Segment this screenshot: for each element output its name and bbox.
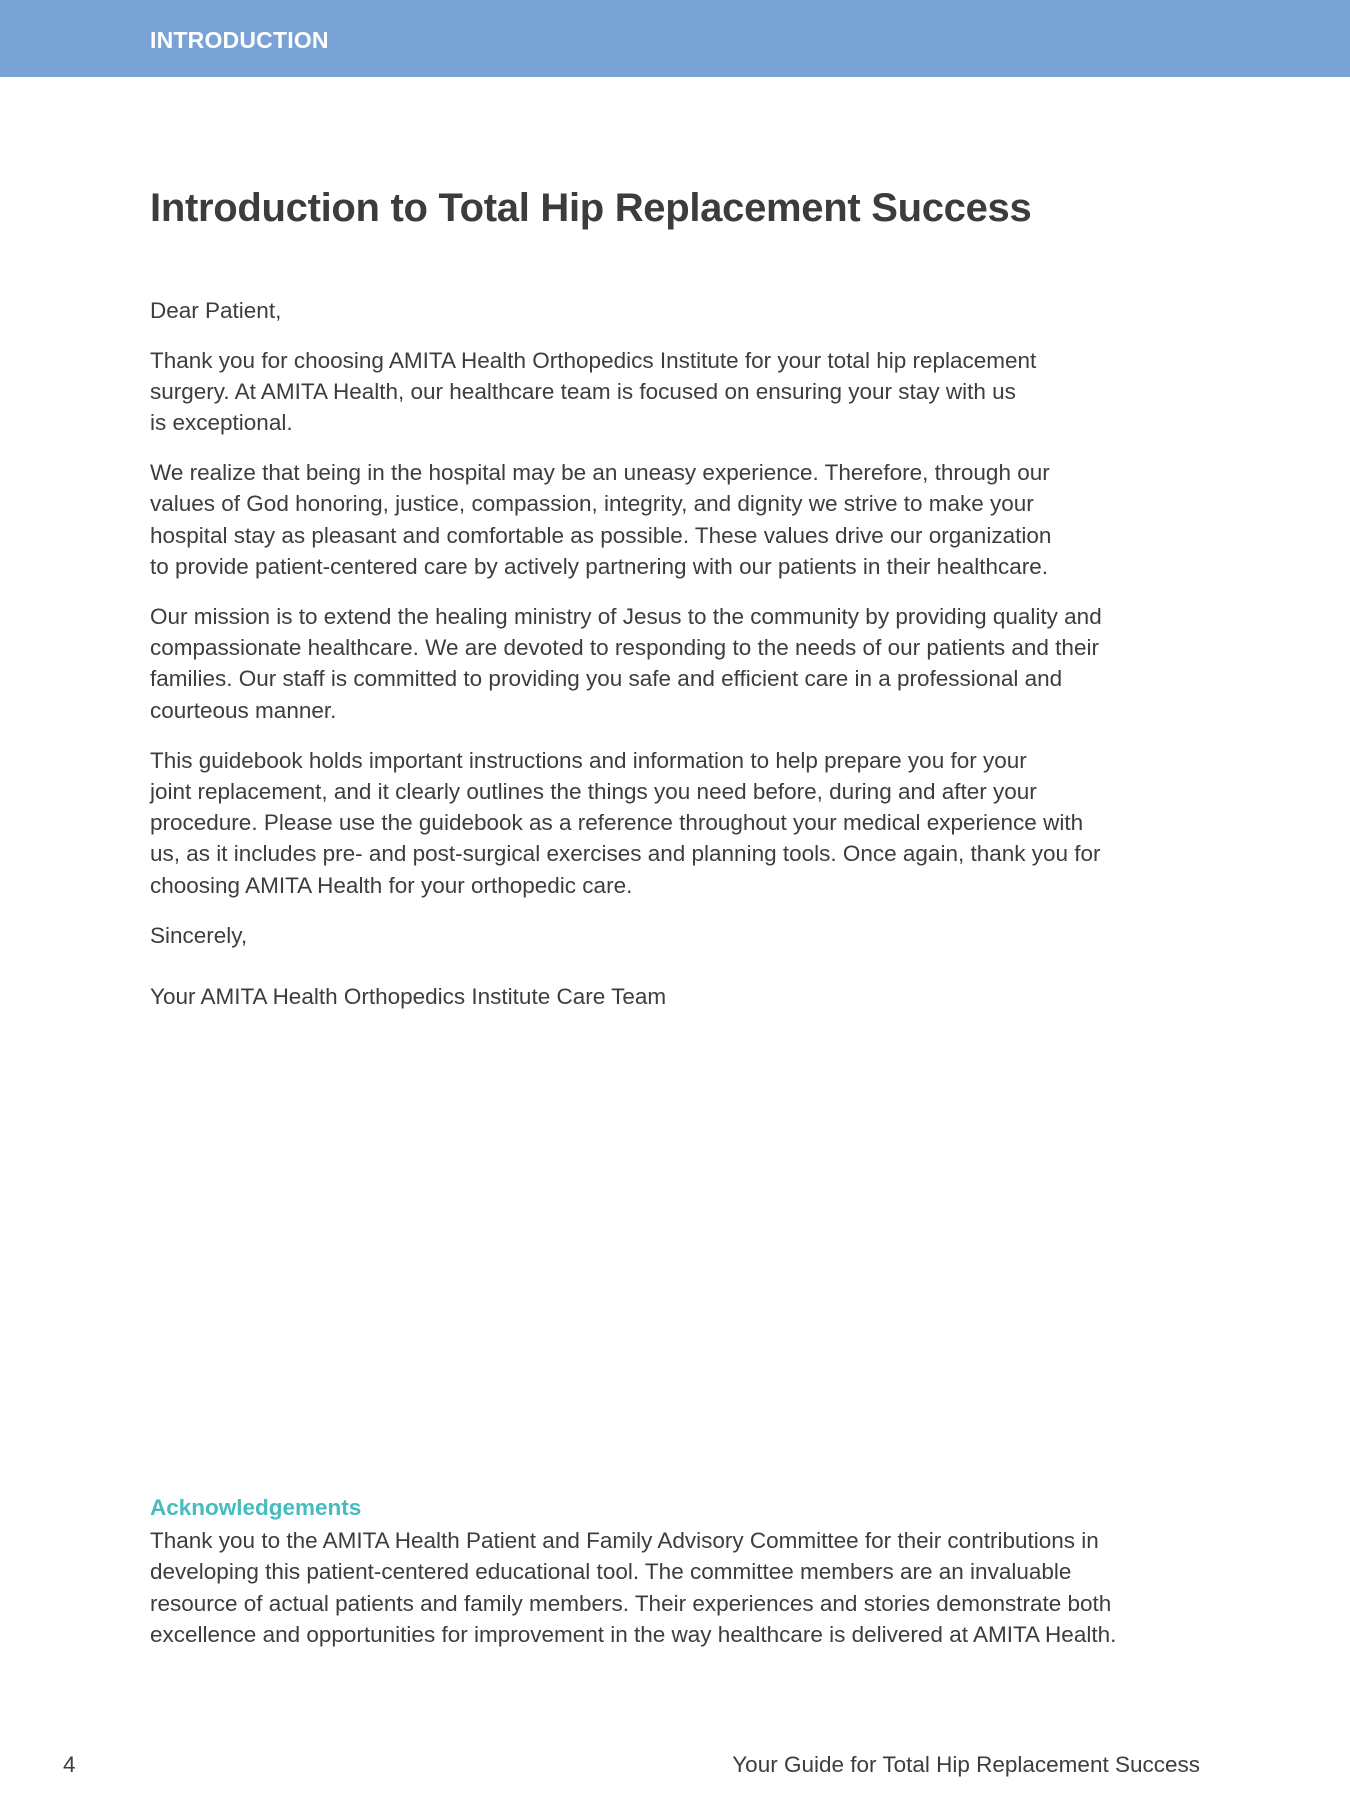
acknowledgements-section	[150, 1493, 1190, 1650]
text-line: Our mission is to extend the healing ministry of Jesus to the community by providing quality and	[150, 603, 1102, 629]
text-line: compassionate healthcare. We are devoted to responding to the needs of our patients and their	[150, 635, 1099, 661]
salutation: Dear Patient,	[150, 298, 282, 323]
text-line: surgery. At AMITA Health, our healthcare team is focused on ensuring your stay with us	[150, 379, 1016, 405]
section-header-band	[0, 0, 1350, 77]
signature: Your AMITA Health Orthopedics Institute Care Team	[150, 983, 667, 1009]
acknowledgements-heading: Acknowledgements	[150, 1495, 362, 1520]
text-line: excellence and opportunities for improvement in the way healthcare is delivered at AMITA Health.	[150, 1621, 1117, 1647]
page-title: Introduction to Total Hip Replacement Success	[150, 186, 1032, 230]
letter-paragraph	[150, 601, 1180, 726]
text-line: hospital stay as pleasant and comfortable as possible. These values drive our organization	[150, 522, 1052, 548]
text-line: Thank you to the AMITA Health Patient and Family Advisory Committee for their contributions in	[150, 1528, 1099, 1553]
letter-paragraph	[150, 745, 1180, 901]
page-number: 4	[63, 1752, 76, 1777]
text-line: resource of actual patients and family members. Their experiences and stories demonstrate both	[150, 1590, 1112, 1616]
acknowledgements-body	[150, 1525, 1190, 1650]
text-line: joint replacement, and it clearly outlines the things you need before, during and after your	[150, 778, 1037, 804]
letter-paragraph	[150, 457, 1180, 582]
text-line: This guidebook holds important instructions and information to help prepare you for your	[150, 747, 1027, 773]
letter-paragraph	[150, 345, 1180, 439]
text-line: values of God honoring, justice, compassion, integrity, and dignity we strive to make your	[150, 491, 1034, 517]
text-line: procedure. Please use the guidebook as a reference throughout your medical experience with	[150, 810, 1084, 836]
text-line: Thank you for choosing AMITA Health Orthopedics Institute for your total hip replacement	[150, 347, 1037, 373]
section-label: INTRODUCTION	[150, 27, 329, 53]
text-line: We realize that being in the hospital may be an uneasy experience. Therefore, through our	[150, 460, 1050, 486]
footer-guide-title: Your Guide for Total Hip Replacement Success	[732, 1752, 1200, 1777]
text-line: to provide patient-centered care by actively partnering with our patients in their healthcare.	[150, 554, 1049, 580]
text-line: courteous manner.	[150, 697, 337, 723]
closing: Sincerely,	[150, 922, 248, 948]
text-line: families. Our staff is committed to providing you safe and efficient care in a professional and	[150, 666, 1063, 692]
text-line: choosing AMITA Health for your orthopedic care.	[150, 872, 633, 898]
text-line: developing this patient-centered educational tool. The committee members are an invaluable	[150, 1559, 1072, 1585]
text-line: us, as it includes pre- and post-surgical exercises and planning tools. Once again, thank you for	[150, 841, 1101, 867]
welcome-letter	[150, 295, 1180, 1031]
text-line: is exceptional.	[150, 410, 293, 436]
